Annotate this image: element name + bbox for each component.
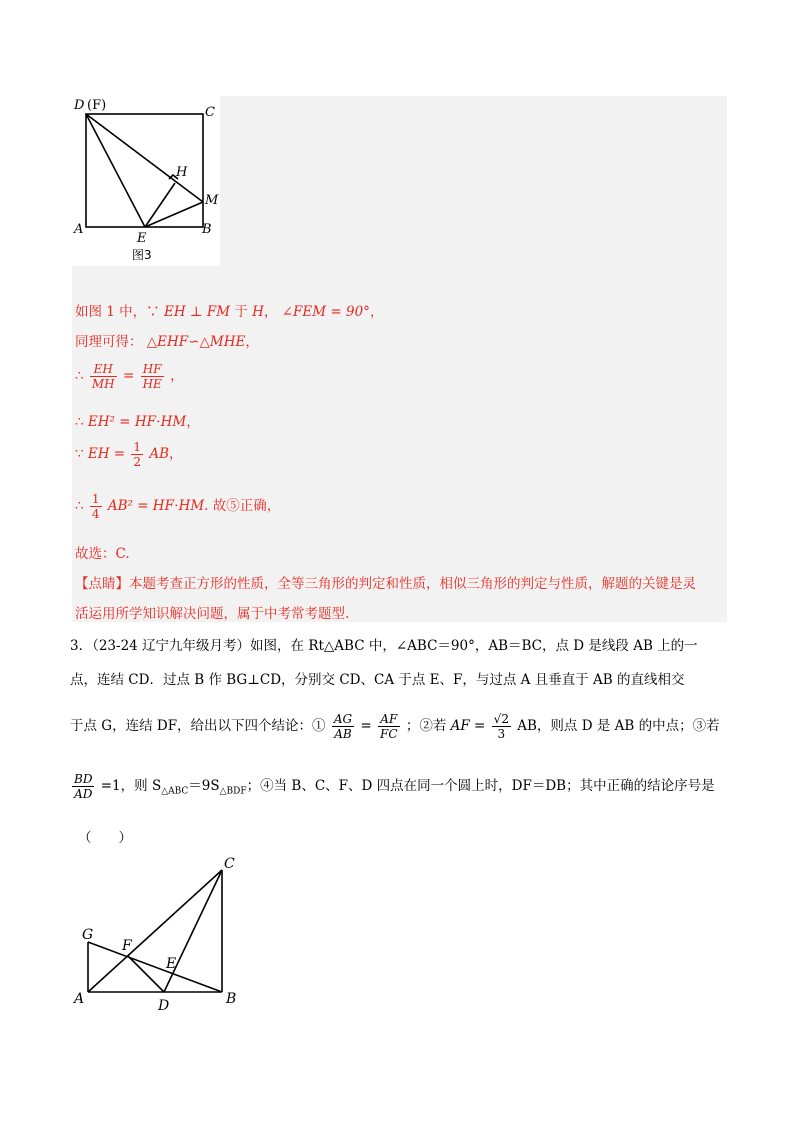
segment-dc [164, 870, 222, 992]
problem3-line-1: 3．（23-24 辽宁九年级月考）如图，在 Rt△ABC 中，∠ABC＝90°，AB＝BC，点 D 是线段 AB 上的一 [70, 638, 698, 654]
figure3-caption: 图3 [132, 248, 152, 262]
fraction-af-fc: $\frac{AF}{FC}$ [380, 712, 398, 741]
solution-line-3: ∴ $\frac{EH}{MH}$ = $\frac{HF}{HE}$ ， [75, 362, 184, 391]
label-F: (F) [87, 98, 107, 113]
geo-label-G: G [82, 927, 94, 943]
problem3-line-4: $\frac{BD}{AD}$ =1，则 $S_{\triangle ABC}=9S_{\triangle BDF}$；④当 B、C、F、D 四点在同一个圆上时，DF＝DB；其中正确的结论序号是 [74, 772, 715, 801]
solution-line-2: 同理可得： △EHF∽△MHE， [75, 334, 259, 350]
problem3-answer-blank: （ ） [78, 830, 132, 846]
problem3-line-2: 点，连结 CD．过点 B 作 BG⊥CD，分别交 CD、CA 于点 E、F，与过点 A 且垂直于 AB 的直线相交 [70, 672, 685, 688]
comment-line-1: 【点睛】本题考查正方形的性质，全等三角形的判定和性质，相似三角形的判定与性质，解题的关键是灵 [75, 576, 696, 592]
geo-label-A: A [74, 991, 85, 1007]
fraction-eh-mh: $\frac{EH}{MH}$ [91, 362, 115, 391]
fraction-one-half: $\frac{1}{2}$ [133, 440, 142, 469]
solution-line-4: ∴ EH² = HF⋅HM， [75, 414, 200, 430]
segment-fd [128, 956, 164, 992]
figure3-diagram [72, 96, 222, 268]
label-D: D [74, 98, 85, 113]
geo-label-F: F [122, 938, 132, 954]
segment-fm [86, 114, 203, 202]
fraction-bd-ad: $\frac{BD}{AD}$ [74, 772, 93, 801]
fraction-hf-he: $\frac{HF}{HE}$ [142, 362, 162, 391]
problem3-line-3: 于点 G，连结 DF，给出以下四个结论：① $\frac{AG}{AB}$ = $\frac{AF}{FC}$ ；②若 AF = $\frac{√2}{3}$ AB，则点 D 是 AB 的中点；③若 [70, 712, 720, 741]
label-H: H [176, 165, 188, 180]
solution-line-5: ∵ EH = $\frac{1}{2}$ AB， [75, 440, 183, 469]
label-A: A [74, 222, 84, 237]
fraction-ag-ab: $\frac{AG}{AB}$ [333, 712, 353, 741]
geo-label-C: C [224, 856, 235, 872]
geo-label-E: E [166, 956, 177, 972]
geo-label-D: D [158, 998, 170, 1014]
problem3-diagram [70, 850, 270, 1020]
label-M: M [205, 193, 219, 208]
fraction-one-quarter: $\frac{1}{4}$ [91, 492, 100, 521]
segment-de [86, 114, 145, 227]
fraction-sqrt2-3: $\frac{√2}{3}$ [493, 712, 509, 741]
segment-ac [88, 870, 222, 992]
answer-line: 故选：C. [75, 546, 130, 562]
label-E: E [137, 231, 147, 246]
segment-gb [88, 942, 222, 992]
label-B: B [202, 222, 212, 237]
geo-label-B: B [226, 991, 237, 1007]
comment-line-2: 活运用所学知识解决问题，属于中考常考题型. [75, 606, 350, 622]
solution-line-1: 如图 1 中，∵ EH ⊥ FM 于 H， ∠FEM = 90°， [75, 304, 384, 320]
solution-line-6: ∴ $\frac{1}{4}$ AB² = HF⋅HM. 故⑤正确， [75, 492, 281, 521]
label-C: C [205, 105, 215, 120]
